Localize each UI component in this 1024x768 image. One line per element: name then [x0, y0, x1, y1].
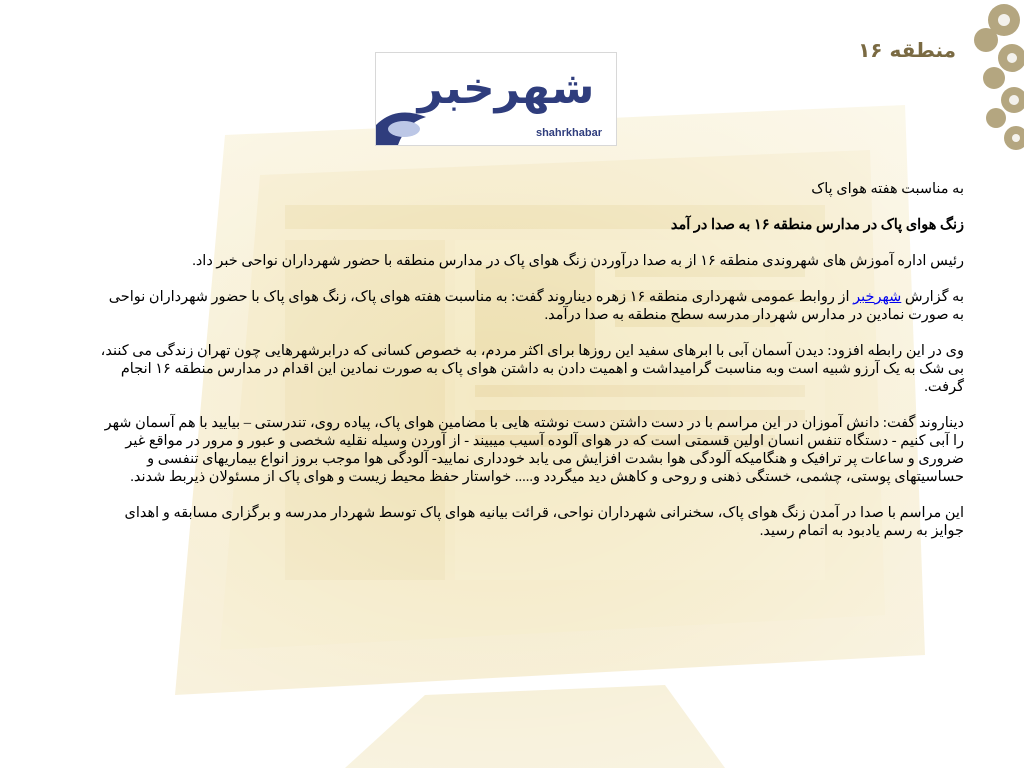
article-paragraph-2: وی در این رابطه افزود: دیدن آسمان آبی با ابرهای سفید این روزها برای اکثر مردم، به خصوص کسانی که درابرشهرهایی چون تهران زندگی می کنند، بی شک به یک آرزو شبیه است وبه مناسبت گرامیداشت و اهمیت دادن به داشتن هوای پاک به صورت نمادین این اقدام در مدارس منطقه ۱۶ انجام گرفت. [100, 343, 964, 395]
article-paragraph-4: این مراسم با صدا در آمدن زنگ هوای پاک، سخنرانی شهرداران نواحی، قرائت بیانیه هوای پاک توسط شهردار مدرسه و برگزاری مسابقه و اهدای جوایز به رسم یادبود به اتمام رسید. [124, 505, 964, 539]
shahrkhabar-logo [375, 52, 617, 146]
district-header [854, 0, 1024, 150]
logo-subtext: shahrkhabar [535, 127, 602, 139]
logo-text: شهرخبر [417, 63, 595, 114]
news-article [100, 180, 964, 558]
article-lead: رئیس اداره آموزش های شهروندی منطقه ۱۶ از به صدا درآوردن زنگ هوای پاک در مدارس منطقه با حضور شهرداران نواحی خبر داد. [192, 253, 964, 269]
article-title: زنگ هوای پاک در مدارس منطقه ۱۶ به صدا در آمد [670, 217, 964, 233]
shahrkhabar-link[interactable]: شهرخبر [853, 289, 902, 305]
article-paragraph-3: دیناروند گفت: دانش آموزان در این مراسم با در دست داشتن دست نوشته هایی با مضامین هوای پاک، پیاده روی، تندرستی – بیایید با هم آسمان شهر را آبی کنیم - دستگاه تنفس انسان اولین قسمتی است که در هوای آلوده آسیب میبیند - از آوردن وسیله نقلیه شخصی و عبور و مرور در مواقع غیر ضروری و ساعات پر ترافیک و هنگامیکه آلودگی هوا بشدت افزایش می یابد خودداری نمایید- آلودگی هوا موجب بروز انواع بیماریهای تنفسی و حساسیتهای پوستی، چشمی، خستگی ذهنی و روحی و کاهش دید میگردد و..... خواستار حفظ محیط زیست و هوای پاک از مسئولان ذیربط شدند. [104, 415, 964, 485]
district-label: منطقه ۱۶ [858, 38, 956, 62]
ornament-icon [854, 0, 1024, 150]
article-paragraph-1 [100, 288, 964, 324]
report-prefix: به گزارش [901, 289, 964, 305]
paragraph-1-body: از روابط عمومی شهرداری منطقه ۱۶ زهره دیناروند گفت: به مناسبت هفته هوای پاک، زنگ هوای پاک با حضور شهرداران نواحی به صورت نمادین در مدارس شهردار مدرسه سطح منطقه به صدا درآمد. [108, 289, 964, 323]
article-occasion: به مناسبت هفته هوای پاک [811, 181, 964, 197]
